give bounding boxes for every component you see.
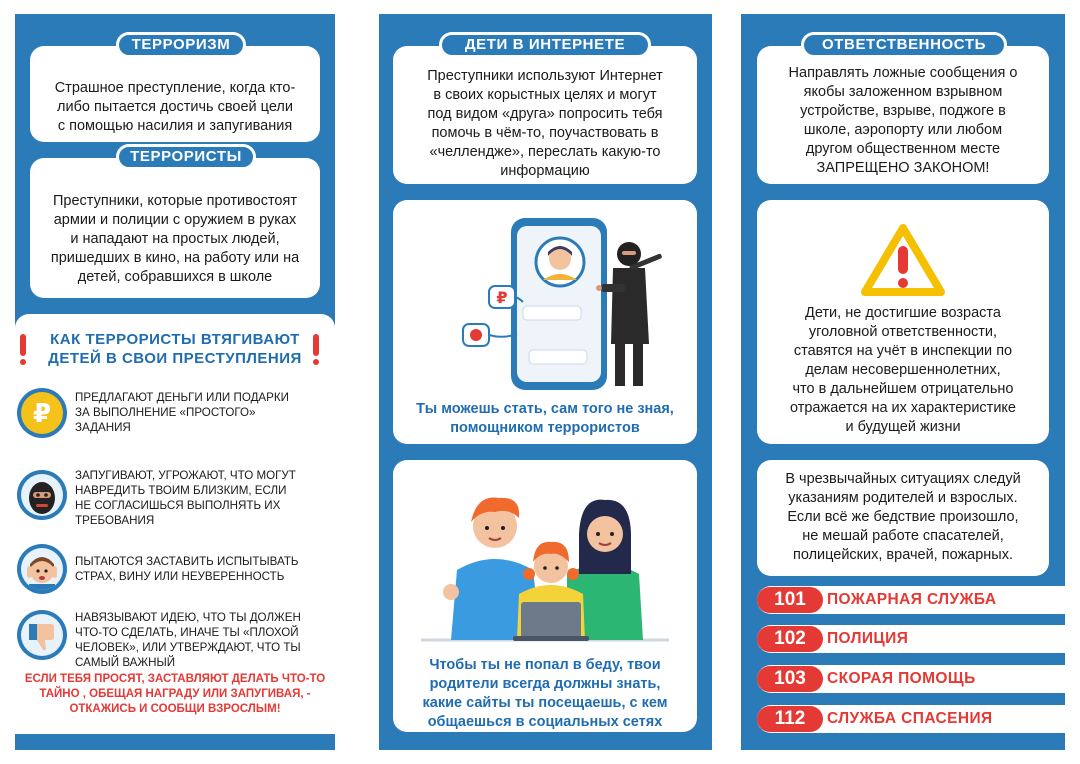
warning-text: ЕСЛИ ТЕБЯ ПРОСЯТ, ЗАСТАВЛЯЮТ ДЕЛАТЬ ЧТО-ТО ТАЙНО , ОБЕЩАЯ НАГРАДУ ИЛИ ЗАПУГИВАЯ, - ОТКАЖИСЬ И СООБЩИ ВЗРОСЛЫМ! xyxy=(24,673,326,715)
emergency-number-fire xyxy=(757,586,1065,614)
service-name: СЛУЖБА СПАСЕНИЯ xyxy=(827,710,993,727)
text-line: Преступники, которые противостоят xyxy=(53,193,297,209)
service-name: СКОРАЯ ПОМОЩЬ xyxy=(827,670,976,687)
panel-responsibility xyxy=(741,14,1065,750)
text-line: Страшное преступление, когда кто- xyxy=(54,80,296,96)
emergency-text: В чрезвычайных ситуациях следуй указаниям родителей и взрослых. Если всё же бедствие произошло, не мешай работе спасателей, полицейских, врачей, пожарных. xyxy=(785,471,1021,563)
text-line: с помощью насилия и запугивания xyxy=(57,118,293,134)
text-line: детей, собравшихся в школе xyxy=(77,269,273,285)
svg-text:₽: ₽ xyxy=(496,288,508,307)
internet-text: Преступники используют Интернет в своих корыстных целях и могут под видом «друга» попросить тебя помочь в чём-то, поучаствовать в «челлендже», переслать какую-то информацию xyxy=(427,68,663,179)
terrorists-title: ТЕРРОРИСТЫ xyxy=(116,144,256,170)
tactics-title xyxy=(35,330,315,368)
tactic-text: ПРЕДЛАГАЮТ ДЕНЬГИ ИЛИ ПОДАРКИ ЗА ВЫПОЛНЕНИЕ «ПРОСТОГО» ЗАДАНИЯ xyxy=(75,391,289,434)
text-line: либо пытается достичь своей цели xyxy=(57,99,293,115)
minors-text: Дети, не достигшие возраста уголовной ответственности, ставятся на учёт в инспекции по делам несовершеннолетних, что в дальнейшем отрицательно отражается на их характеристике и будущей жизни xyxy=(789,305,1016,435)
internet-card xyxy=(393,46,697,184)
exclamation-icon xyxy=(19,334,27,366)
phone-hacker-illustration xyxy=(433,214,663,394)
terrorism-title: ТЕРРОРИЗМ xyxy=(116,32,246,58)
parents-card xyxy=(393,460,697,732)
svg-text:₽: ₽ xyxy=(32,399,52,429)
family-illustration xyxy=(417,474,673,644)
tactic-text: ЗАПУГИВАЮТ, УГРОЖАЮТ, ЧТО МОГУТ НАВРЕДИТЬ ТВОИМ БЛИЗКИМ, ЕСЛИ НЕ СОГЛАСИШЬСЯ ВЫПОЛНЯТЬ ИХ ТРЕБОВАНИЯ xyxy=(75,469,296,527)
scared-face-icon xyxy=(17,544,67,594)
terrorism-text xyxy=(40,79,310,136)
text-line: пришедших в кино, на работу или на xyxy=(50,250,300,266)
tactics-card xyxy=(15,314,335,734)
responsibility-card xyxy=(757,46,1049,184)
emergency-number-ambulance xyxy=(757,665,1065,693)
emergency-number-police xyxy=(757,625,1065,653)
panel-terrorism xyxy=(15,14,335,750)
tactic-text: ПЫТАЮТСЯ ЗАСТАВИТЬ ИСПЫТЫВАТЬ СТРАХ, ВИНУ ИЛИ НЕУВЕРЕННОСТЬ xyxy=(75,555,299,583)
helper-card xyxy=(393,200,697,444)
terrorism-card xyxy=(30,46,320,142)
title-line: КАК ТЕРРОРИСТЫ ВТЯГИВАЮТ xyxy=(50,331,300,348)
text-line: армии и полиции с оружием в руках xyxy=(53,212,297,228)
parents-text: Чтобы ты не попал в беду, твои родители всегда должны знать, какие сайты ты посещаешь, с кем общаешься в социальных сетях xyxy=(422,657,668,730)
warning-triangle-icon xyxy=(859,222,947,298)
service-name: ПОЛИЦИЯ xyxy=(827,630,909,647)
phone-number: 102 xyxy=(757,626,823,652)
minors-card xyxy=(757,200,1049,444)
emergency-card xyxy=(757,460,1049,576)
service-name: ПОЖАРНАЯ СЛУЖБА xyxy=(827,591,997,608)
panel-internet xyxy=(379,14,712,750)
text-line: и нападают на простых людей, xyxy=(70,231,280,247)
title-line: ДЕТЕЙ В СВОИ ПРЕСТУПЛЕНИЯ xyxy=(48,350,302,367)
thumbs-down-icon xyxy=(17,610,67,660)
terrorists-text xyxy=(40,192,310,287)
phone-number: 103 xyxy=(757,666,823,692)
responsibility-text: Направлять ложные сообщения о якобы заложенном взрывном устройстве, взрыве, поджоге в школе, аэропорту или любом другом общественном месте ЗАПРЕЩЕНО ЗАКОНОМ! xyxy=(788,65,1018,176)
masked-face-icon xyxy=(17,470,67,520)
emergency-number-rescue xyxy=(757,705,1065,733)
internet-title: ДЕТИ В ИНТЕРНЕТЕ xyxy=(439,32,651,58)
ruble-icon xyxy=(17,388,67,438)
responsibility-title: ОТВЕТСТВЕННОСТЬ xyxy=(801,32,1007,58)
tactic-text: НАВЯЗЫВАЮТ ИДЕЮ, ЧТО ТЫ ДОЛЖЕН ЧТО-ТО СДЕЛАТЬ, ИНАЧЕ ТЫ «ПЛОХОЙ ЧЕЛОВЕК», ИЛИ УТВЕРЖДАЮТ, ЧТО ТЫ САМЫЙ ВАЖНЫЙ xyxy=(75,611,301,669)
helper-text: Ты можешь стать, сам того не зная, помощником террористов xyxy=(416,401,674,436)
terrorists-card xyxy=(30,158,320,298)
phone-number: 112 xyxy=(757,706,823,732)
phone-number: 101 xyxy=(757,587,823,613)
